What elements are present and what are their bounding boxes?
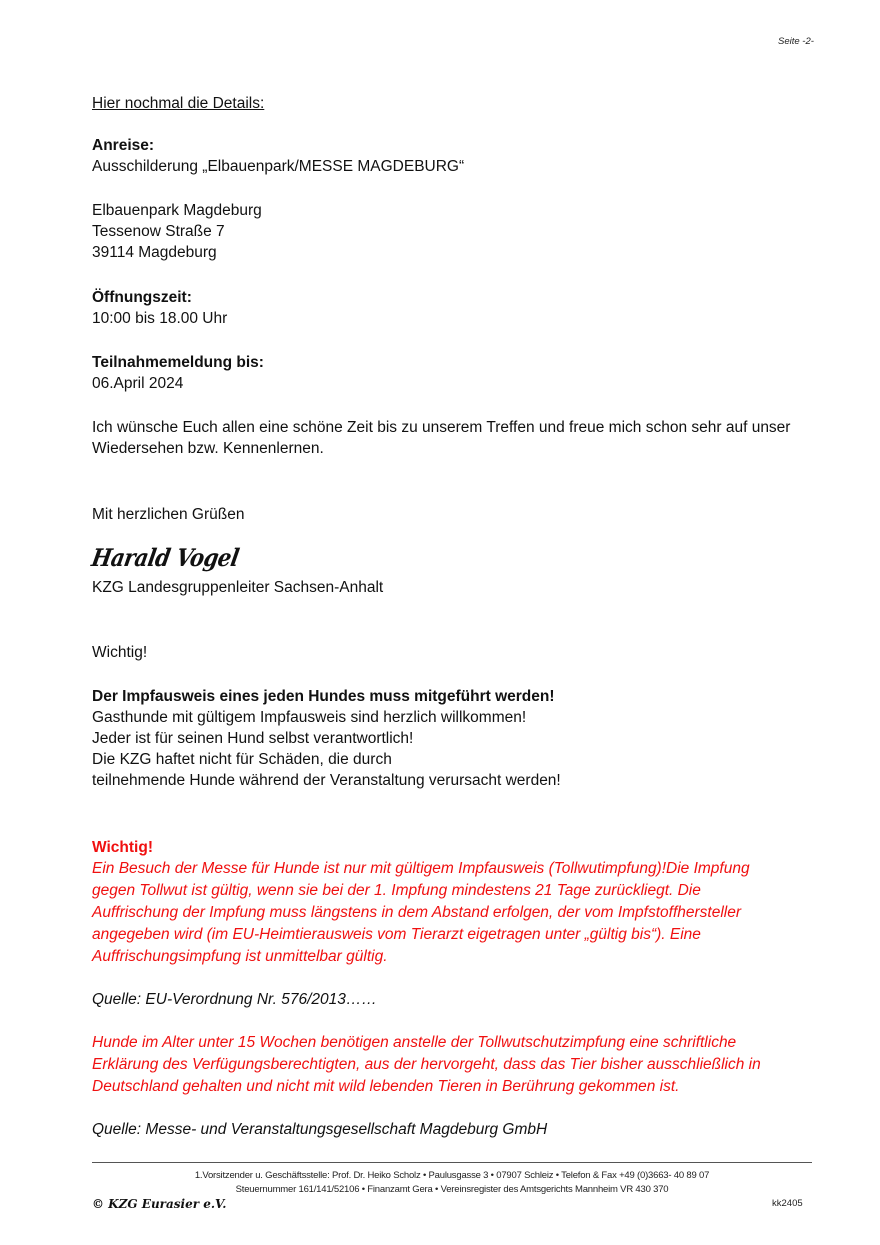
signature: Harald Vogel (89, 543, 242, 572)
warning-line: Auffrischungsimpfung ist unmittelbar gültig. (92, 948, 388, 965)
puppy-line: Hunde im Alter unter 15 Wochen benötigen anstelle der Tollwutschutzimpfung eine schriftliche (92, 1034, 737, 1051)
registration-heading: Teilnahmemeldung bis: (92, 354, 264, 371)
wishes-line: Wiedersehen bzw. Kennenlernen. (92, 440, 324, 457)
footer-registry-line: Steuernummer 161/141/52106 • Finanzamt Gera • Vereinsregister des Amtsgerichts Mannheim VR 430 370 (235, 1184, 669, 1195)
wishes-line: Ich wünsche Euch allen eine schöne Zeit bis zu unserem Treffen und freue mich schon sehr auf unser (92, 419, 791, 436)
arrival-signage: Ausschilderung „Elbauenpark/MESSE MAGDEBURG“ (92, 158, 465, 175)
warning-line: Auffrischung der Impfung muss längstens in dem Abstand erfolgen, der vom Impfstoffhersteller (92, 904, 742, 921)
address-line: 39114 Magdeburg (92, 244, 217, 261)
opening-value: 10:00 bis 18.00 Uhr (92, 310, 228, 327)
closing-greeting: Mit herzlichen Grüßen (92, 506, 245, 523)
notice-line: Die KZG haftet nicht für Schäden, die durch (92, 751, 392, 768)
address-line: Elbauenpark Magdeburg (92, 202, 262, 219)
arrival-heading: Anreise: (92, 137, 155, 154)
footer-divider (92, 1162, 812, 1163)
page-number: Seite -2- (778, 36, 814, 47)
notice-label: Wichtig! (92, 644, 148, 661)
warning-line: gegen Tollwut ist gültig, wenn sie bei der 1. Impfung mindestens 21 Tage zurückliegt. Die (92, 882, 701, 899)
opening-heading: Öffnungszeit: (92, 289, 192, 306)
notice-line: Jeder ist für seinen Hund selbst verantwortlich! (92, 730, 414, 747)
notice-line: teilnehmende Hunde während der Veranstaltung verursacht werden! (92, 772, 561, 789)
warning-label: Wichtig! (92, 839, 153, 856)
intro-heading: Hier nochmal die Details: (92, 95, 265, 112)
source-eu-regulation: Quelle: EU-Verordnung Nr. 576/2013…… (92, 991, 377, 1008)
warning-line: Ein Besuch der Messe für Hunde ist nur mit gültigem Impfausweis (Tollwutimpfung)!Die Impfung (92, 860, 750, 877)
puppy-line: Erklärung des Verfügungsberechtigten, aus der hervorgeht, dass das Tier bisher ausschließlich in (92, 1056, 761, 1073)
notice-line: Gasthunde mit gültigem Impfausweis sind herzlich willkommen! (92, 709, 527, 726)
source-messe: Quelle: Messe- und Veranstaltungsgesellschaft Magdeburg GmbH (92, 1121, 548, 1138)
footer-address-line: 1.Vorsitzender u. Geschäftsstelle: Prof. Dr. Heiko Scholz • Paulusgasse 3 • 07907 Schleiz • Telefon & Fax +49 (0)3663- 40 89 07 (194, 1170, 710, 1181)
signer-role: KZG Landesgruppenleiter Sachsen-Anhalt (92, 579, 384, 596)
puppy-line: Deutschland gehalten und nicht mit wild lebenden Tieren in Berührung gekommen ist. (92, 1078, 680, 1095)
registration-value: 06.April 2024 (92, 375, 184, 392)
warning-line: angegeben wird (im EU-Heimtierausweis vom Tierarzt eigetragen unter „gültig bis“). Eine (92, 926, 701, 943)
club-logo-text: © KZG Eurasier e.V. (92, 1197, 227, 1211)
address-line: Tessenow Straße 7 (92, 223, 225, 240)
notice-bold-line: Der Impfausweis eines jeden Hundes muss mitgeführt werden! (92, 688, 555, 705)
document-code: kk2405 (772, 1198, 803, 1209)
